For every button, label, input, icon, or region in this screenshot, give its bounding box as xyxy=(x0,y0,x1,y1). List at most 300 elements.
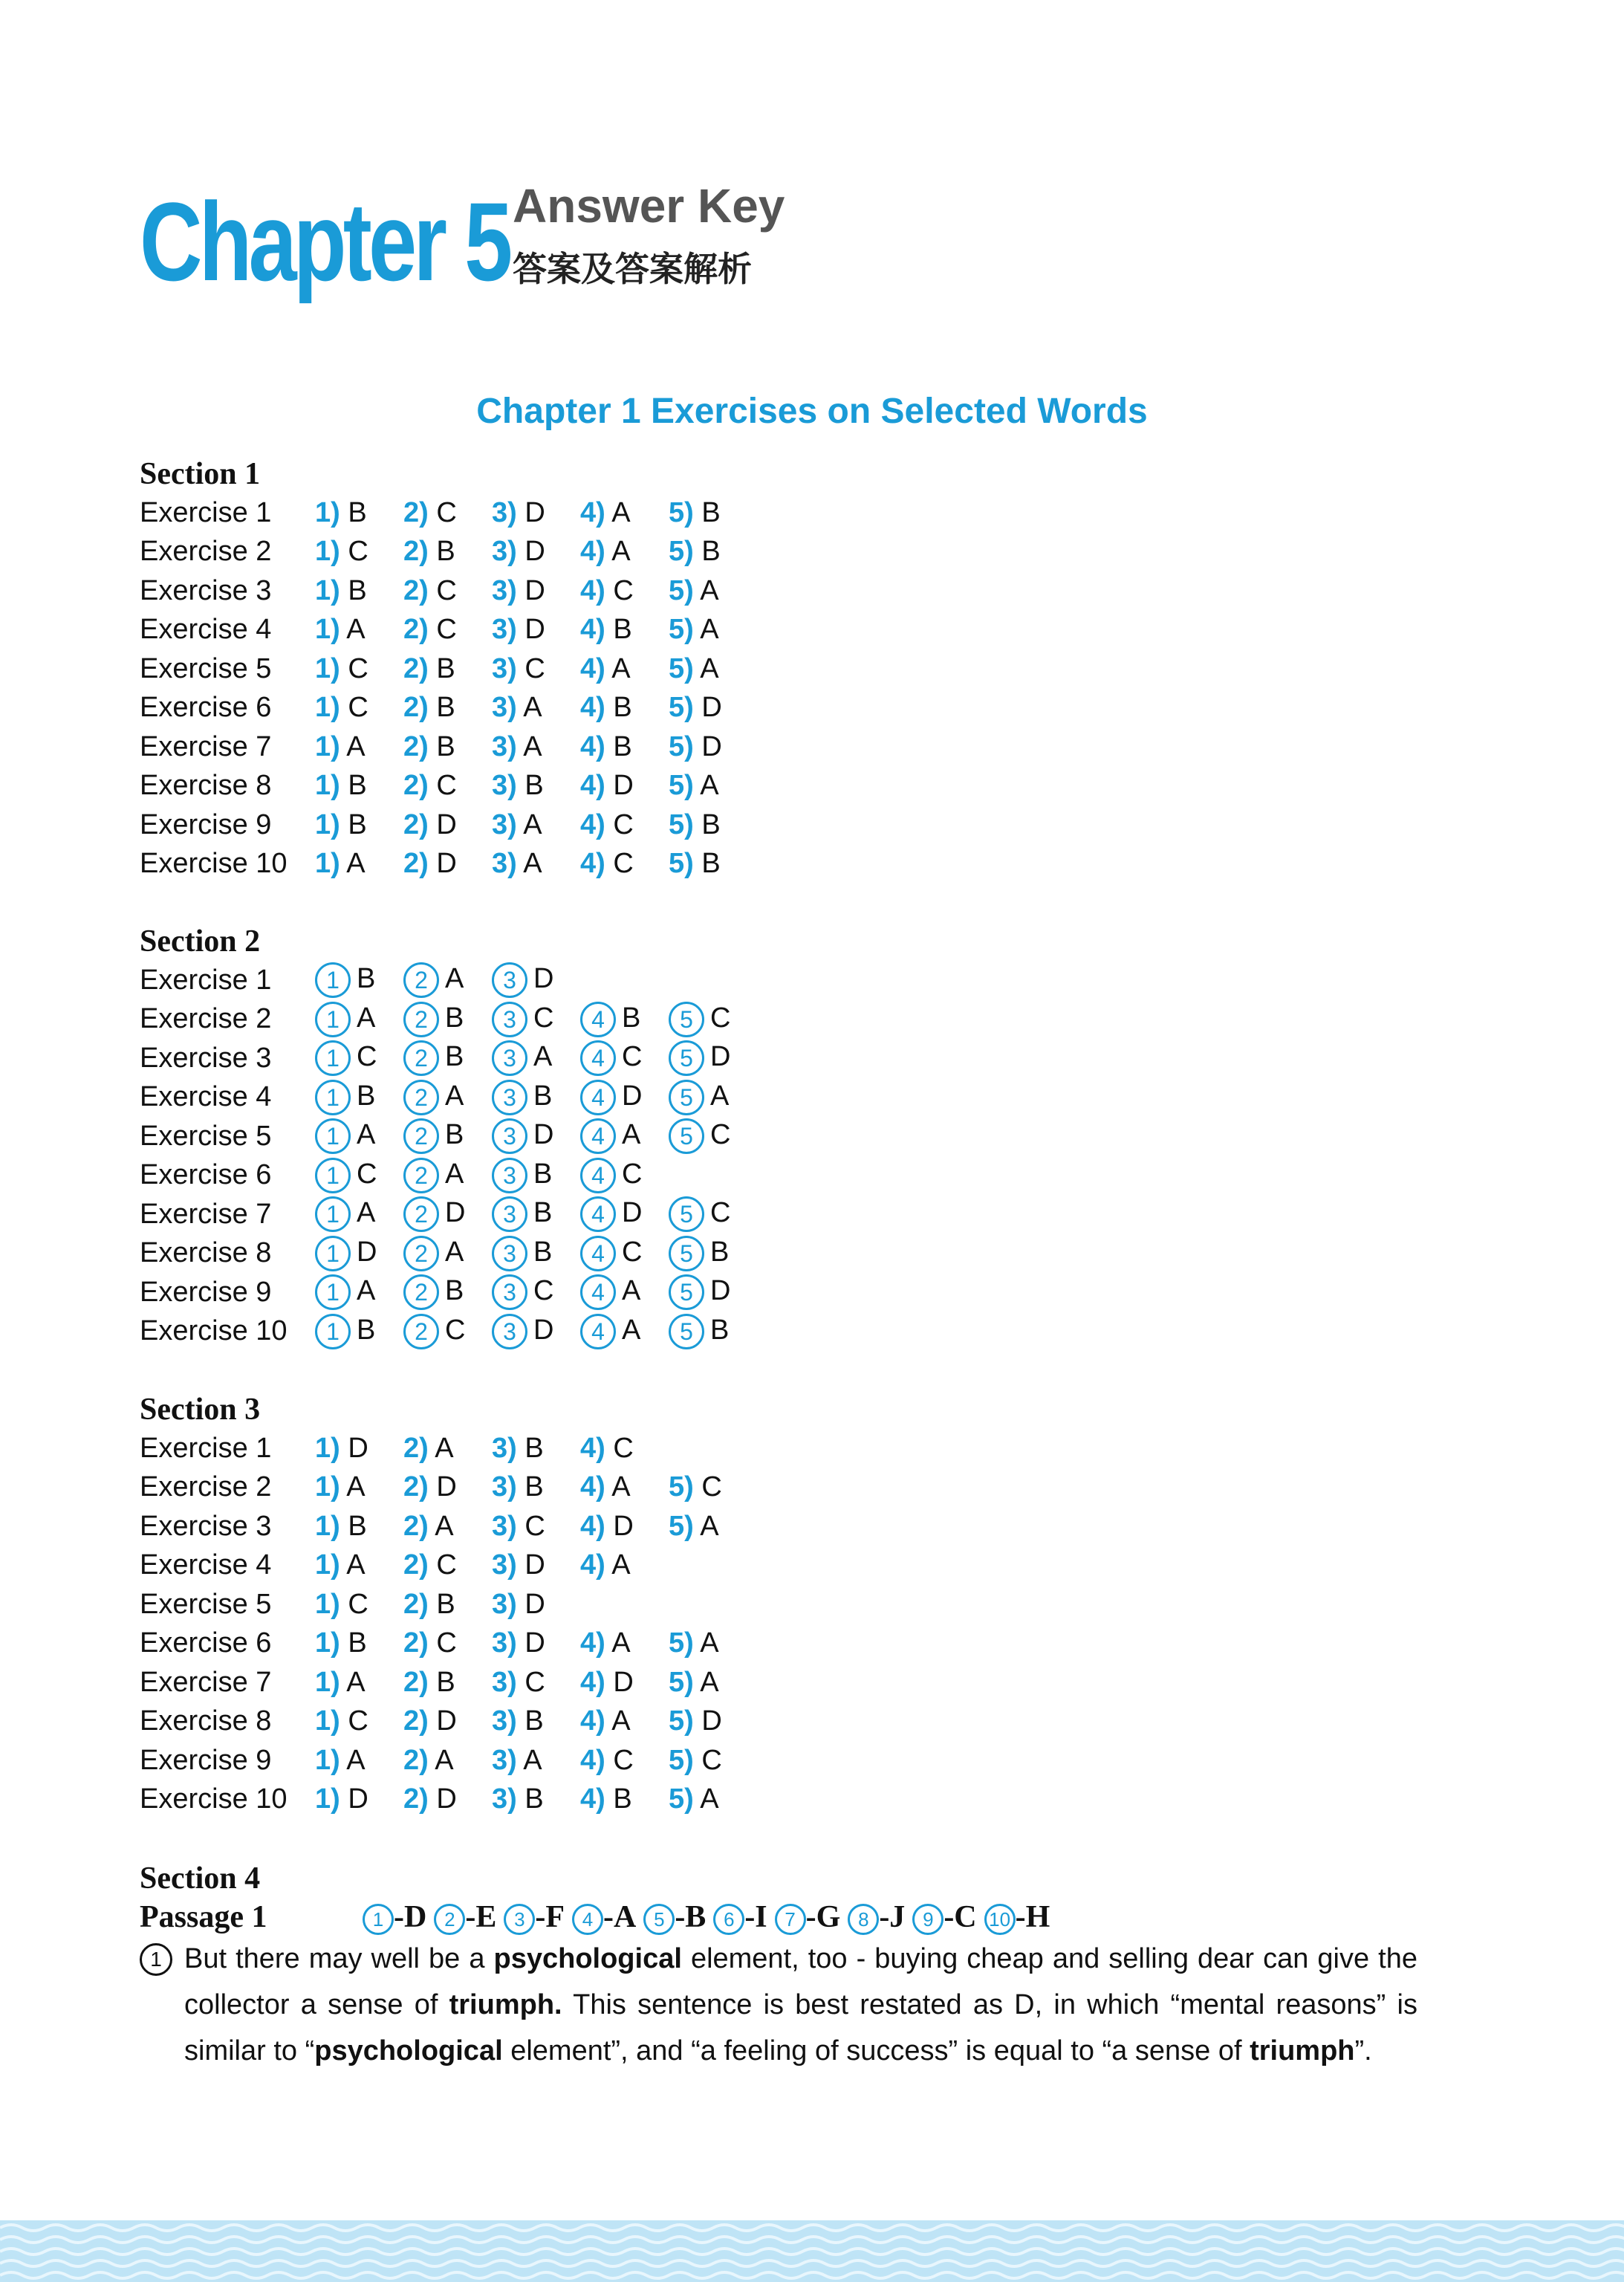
answer-cell xyxy=(315,1274,403,1310)
answer-letter: A xyxy=(700,574,719,606)
answer-cell xyxy=(669,848,757,880)
exercise-label: Exercise 6 xyxy=(140,1159,272,1191)
answer-letter: A xyxy=(611,1471,631,1503)
answer-letter: D xyxy=(701,730,722,762)
question-number: 4) xyxy=(580,614,605,646)
question-number: 2) xyxy=(403,496,429,528)
question-number: 1) xyxy=(315,808,340,840)
answer-cell xyxy=(580,1667,669,1699)
answer-letter: D xyxy=(524,1549,545,1581)
question-number-circle: 3 xyxy=(492,1118,527,1154)
exercise-label: Exercise 8 xyxy=(140,1705,272,1737)
answer-cell xyxy=(669,1667,757,1699)
answer-cell xyxy=(403,1274,492,1310)
question-number-circle: 4 xyxy=(580,1040,616,1076)
exercise-label: Exercise 4 xyxy=(140,614,272,646)
question-number-circle: 1 xyxy=(315,1314,351,1349)
answer-cell xyxy=(669,1783,757,1815)
answer-cell xyxy=(580,1745,669,1777)
answer-cell xyxy=(403,497,492,529)
answer-letter: B xyxy=(436,1666,455,1698)
question-number-circle: 2 xyxy=(403,1040,439,1076)
answer-letter: A xyxy=(346,730,366,762)
answer-cell xyxy=(403,1511,492,1543)
answer-cell xyxy=(580,1549,669,1581)
exercise-label: Exercise 8 xyxy=(140,1237,272,1269)
answer-letter: A xyxy=(523,1744,542,1776)
answer-cell xyxy=(492,1511,580,1543)
question-number: 4) xyxy=(580,496,605,528)
answer-letter: D xyxy=(436,808,457,840)
body-text: This sentence is best restated as D, in which “mental reasons” is similar to “ xyxy=(184,1989,1417,2067)
answer-cell xyxy=(492,1196,580,1232)
question-number: 3) xyxy=(492,496,517,528)
question-number-circle: 6 xyxy=(713,1904,744,1935)
answer-cell xyxy=(580,1433,669,1465)
answer-letter: D xyxy=(533,1314,554,1346)
answer-letter: A xyxy=(700,652,719,684)
exercise-row xyxy=(140,805,757,845)
answer-letter: B xyxy=(613,730,632,762)
question-number: 5) xyxy=(669,496,694,528)
answer-letter: B xyxy=(436,652,455,684)
answer-cell xyxy=(403,962,492,998)
question-number-circle: 5 xyxy=(669,1236,704,1271)
answer-cell xyxy=(580,848,669,880)
exercise-label: Exercise 2 xyxy=(140,1471,272,1503)
answer-cell xyxy=(315,1080,403,1115)
answer-letter: D xyxy=(613,1666,634,1698)
emphasis-text: psychological xyxy=(314,2035,503,2067)
question-number-circle: 1 xyxy=(315,1002,351,1037)
answer-letter: B xyxy=(533,1158,553,1190)
question-number-circle: 1 xyxy=(363,1904,394,1935)
answer-cell xyxy=(315,848,403,880)
question-number: 3) xyxy=(492,1432,517,1464)
question-number: 5) xyxy=(669,1744,694,1776)
question-number: 4) xyxy=(580,848,605,880)
exercise-row xyxy=(140,1156,757,1196)
question-number-circle: 5 xyxy=(669,1118,704,1154)
answer-letter: A xyxy=(523,808,542,840)
question-number: 5) xyxy=(669,574,694,606)
answer-cell xyxy=(669,1511,757,1543)
question-number-circle: 3 xyxy=(504,1904,535,1935)
explanation-text xyxy=(184,1936,1417,2074)
answer-cell xyxy=(403,1040,492,1076)
answer-letter: A xyxy=(435,1510,454,1542)
passage-answer xyxy=(713,1900,767,1934)
passage-answer xyxy=(643,1900,706,1934)
answer-letter: B xyxy=(710,1236,730,1268)
answer-cell xyxy=(403,1745,492,1777)
question-number: 5) xyxy=(669,614,694,646)
answer-letter: B xyxy=(613,692,632,724)
question-number: 3) xyxy=(492,730,517,762)
exercise-row xyxy=(140,533,757,572)
question-number-circle: 3 xyxy=(492,1080,527,1115)
answer-cell xyxy=(669,1118,757,1154)
answer-letter: B xyxy=(348,1510,367,1542)
answer-cell xyxy=(315,1627,403,1659)
question-number: 1) xyxy=(315,574,340,606)
passage-label: Passage 1 xyxy=(140,1900,267,1934)
question-number: 3) xyxy=(492,1705,517,1737)
explanation-paragraph xyxy=(140,1936,1417,2074)
answer-cell xyxy=(580,809,669,841)
question-number: 5) xyxy=(669,730,694,762)
emphasis-text: psychological xyxy=(493,1943,682,1974)
question-number: 3) xyxy=(492,1588,517,1620)
exercise-row xyxy=(140,1585,757,1624)
exercise-row xyxy=(140,1507,757,1546)
question-number: 2) xyxy=(403,1627,429,1659)
question-number-circle: 10 xyxy=(984,1904,1016,1935)
answer-cell xyxy=(492,1274,580,1310)
answer-letter: D xyxy=(613,770,634,802)
answer-letter: -F xyxy=(535,1899,565,1934)
answer-cell xyxy=(403,1433,492,1465)
answer-letter: A xyxy=(346,848,366,880)
exercise-label: Exercise 7 xyxy=(140,1198,272,1230)
question-number: 3) xyxy=(492,1666,517,1698)
answer-letter: A xyxy=(622,1275,641,1307)
answer-cell xyxy=(580,1705,669,1737)
question-number: 3) xyxy=(492,1510,517,1542)
question-number: 2) xyxy=(403,536,429,568)
answer-letter: B xyxy=(524,1432,544,1464)
question-number: 1) xyxy=(315,1510,340,1542)
question-number: 4) xyxy=(580,1471,605,1503)
answer-letter: C xyxy=(701,1744,722,1776)
section-4 xyxy=(140,1859,1057,1936)
answer-letter: C xyxy=(357,1158,377,1190)
answer-cell xyxy=(492,1433,580,1465)
answer-letter: A xyxy=(445,1080,464,1112)
answer-cell xyxy=(492,1118,580,1154)
answer-cell xyxy=(669,497,757,529)
exercise-label: Exercise 10 xyxy=(140,1783,288,1815)
answer-letter: A xyxy=(533,1041,553,1073)
passage-answer xyxy=(572,1900,636,1934)
exercise-label: Exercise 1 xyxy=(140,496,272,528)
answer-letter: B xyxy=(348,808,367,840)
answer-cell xyxy=(580,497,669,529)
question-number: 2) xyxy=(403,1588,429,1620)
answer-cell xyxy=(315,770,403,802)
question-number: 3) xyxy=(492,574,517,606)
exercise-row xyxy=(140,961,757,1000)
question-number: 1) xyxy=(315,652,340,684)
exercise-label: Exercise 2 xyxy=(140,536,272,568)
question-number-circle: 4 xyxy=(580,1002,616,1037)
question-number-circle: 1 xyxy=(315,1196,351,1232)
exercise-row xyxy=(140,767,757,806)
answer-cell xyxy=(403,848,492,880)
answer-letter: B xyxy=(436,692,455,724)
answer-cell xyxy=(492,575,580,607)
answer-cell xyxy=(403,1549,492,1581)
exercise-label: Exercise 3 xyxy=(140,1510,272,1542)
question-number-circle: 5 xyxy=(643,1904,675,1935)
answer-letter: B xyxy=(533,1197,553,1229)
section-title: Section 3 xyxy=(140,1393,261,1427)
question-number: 3) xyxy=(492,1627,517,1659)
answer-cell xyxy=(403,1783,492,1815)
answer-cell xyxy=(403,1471,492,1503)
answer-cell xyxy=(315,1589,403,1621)
answer-cell xyxy=(492,1002,580,1037)
section-title: Section 1 xyxy=(140,457,261,491)
answer-cell xyxy=(492,962,580,998)
answer-letter: C xyxy=(613,848,634,880)
question-number-circle: 2 xyxy=(403,1118,439,1154)
section-title: Section 4 xyxy=(140,1861,261,1896)
answer-cell xyxy=(315,1158,403,1193)
passage-answer xyxy=(363,1900,426,1934)
answer-cell xyxy=(403,575,492,607)
answer-cell xyxy=(492,1667,580,1699)
question-number: 5) xyxy=(669,808,694,840)
answer-letter: C xyxy=(348,692,368,724)
answer-letter: A xyxy=(700,1783,719,1815)
answer-cell xyxy=(492,1783,580,1815)
answer-letter: C xyxy=(622,1158,643,1190)
answer-cell xyxy=(669,1314,757,1349)
answer-cell xyxy=(492,1040,580,1076)
answer-cell xyxy=(492,770,580,802)
exercise-row xyxy=(140,1039,757,1078)
answer-cell xyxy=(669,1274,757,1310)
question-number-circle: 5 xyxy=(669,1274,704,1310)
answer-cell xyxy=(669,1627,757,1659)
answer-letter: A xyxy=(523,692,542,724)
question-number-circle: 5 xyxy=(669,1040,704,1076)
answer-letter: B xyxy=(533,1236,553,1268)
question-number: 1) xyxy=(315,1705,340,1737)
answer-letter: D xyxy=(524,496,545,528)
document-heading: Chapter 1 Exercises on Selected Words xyxy=(476,392,1148,431)
answer-letter: C xyxy=(348,536,368,568)
question-number: 1) xyxy=(315,730,340,762)
answer-letter: D xyxy=(445,1197,466,1229)
answer-letter: D xyxy=(524,1588,545,1620)
exercise-row xyxy=(140,1624,757,1664)
question-number: 4) xyxy=(580,1705,605,1737)
answer-letter: -I xyxy=(744,1899,767,1934)
exercise-row xyxy=(140,689,757,728)
answer-letter: B xyxy=(348,574,367,606)
passage-answers xyxy=(363,1899,1057,1935)
answer-letter: B xyxy=(701,496,721,528)
answer-letter: D xyxy=(348,1432,368,1464)
passage-answer xyxy=(434,1900,496,1934)
answer-letter: C xyxy=(436,770,457,802)
answer-letter: C xyxy=(436,574,457,606)
answer-cell xyxy=(315,653,403,685)
question-number-circle: 8 xyxy=(848,1904,879,1935)
exercise-label: Exercise 6 xyxy=(140,692,272,724)
answer-cell xyxy=(315,692,403,724)
exercise-label: Exercise 1 xyxy=(140,964,272,996)
question-number: 3) xyxy=(492,848,517,880)
answer-cell xyxy=(315,536,403,568)
exercise-label: Exercise 10 xyxy=(140,1315,288,1347)
answer-rows xyxy=(140,1429,757,1819)
answer-letter: D xyxy=(357,1236,377,1268)
question-number: 1) xyxy=(315,1588,340,1620)
question-number: 3) xyxy=(492,1783,517,1815)
answer-letter: C xyxy=(436,614,457,646)
answer-letter: A xyxy=(523,730,542,762)
answer-letter: B xyxy=(436,1588,455,1620)
answer-cell xyxy=(580,1196,669,1232)
answer-cell xyxy=(315,1783,403,1815)
answer-letter: D xyxy=(436,1471,457,1503)
exercise-label: Exercise 8 xyxy=(140,770,272,802)
answer-cell xyxy=(492,653,580,685)
answer-letter: C xyxy=(622,1236,643,1268)
answer-letter: D xyxy=(710,1275,731,1307)
answer-cell xyxy=(580,614,669,646)
question-number-circle: 3 xyxy=(492,1158,527,1193)
body-text: ”. xyxy=(1354,2035,1372,2067)
exercise-row xyxy=(140,1078,757,1118)
question-number-circle: 3 xyxy=(492,1196,527,1232)
answer-cell xyxy=(403,1236,492,1271)
question-number-circle: 1 xyxy=(315,962,351,998)
question-number-circle: 1 xyxy=(315,1236,351,1271)
question-number: 1) xyxy=(315,1666,340,1698)
exercise-label: Exercise 2 xyxy=(140,1003,272,1035)
exercise-row xyxy=(140,571,757,611)
question-number: 4) xyxy=(580,730,605,762)
answer-letter: A xyxy=(435,1744,454,1776)
passage-answer xyxy=(504,1900,565,1934)
answer-cell xyxy=(580,1118,669,1154)
answer-letter: A xyxy=(700,614,719,646)
question-number: 2) xyxy=(403,692,429,724)
answer-letter: A xyxy=(611,652,631,684)
question-number: 5) xyxy=(669,1783,694,1815)
answer-letter: D xyxy=(710,1041,731,1073)
answer-cell xyxy=(492,536,580,568)
answer-cell xyxy=(669,1705,757,1737)
passage-answer xyxy=(984,1900,1050,1934)
exercise-label: Exercise 4 xyxy=(140,1081,272,1113)
question-number-circle: 4 xyxy=(580,1118,616,1154)
answer-letter: C xyxy=(710,1197,731,1229)
answer-cell xyxy=(403,614,492,646)
question-number: 4) xyxy=(580,1432,605,1464)
question-number: 3) xyxy=(492,1471,517,1503)
answer-cell xyxy=(669,614,757,646)
answer-cell xyxy=(580,1511,669,1543)
question-number: 4) xyxy=(580,1744,605,1776)
answer-letter: -B xyxy=(675,1899,707,1934)
answer-letter: D xyxy=(524,1627,545,1659)
answer-letter: B xyxy=(710,1314,730,1346)
answer-cell xyxy=(315,1236,403,1271)
answer-cell xyxy=(669,1080,757,1115)
answer-letter: C xyxy=(348,1705,368,1737)
question-number: 1) xyxy=(315,1549,340,1581)
question-number-circle: 3 xyxy=(492,1314,527,1349)
question-number: 2) xyxy=(403,730,429,762)
answer-letter: C xyxy=(613,808,634,840)
answer-letter: D xyxy=(524,614,545,646)
answer-letter: B xyxy=(357,963,376,995)
question-number: 4) xyxy=(580,808,605,840)
answer-cell xyxy=(315,1511,403,1543)
answer-cell xyxy=(492,1471,580,1503)
question-number-circle: 3 xyxy=(492,1040,527,1076)
answer-letter: A xyxy=(346,1549,366,1581)
exercise-label: Exercise 5 xyxy=(140,1120,272,1152)
question-number-circle: 5 xyxy=(669,1314,704,1349)
answer-letter: D xyxy=(524,574,545,606)
question-number: 5) xyxy=(669,770,694,802)
answer-letter: A xyxy=(622,1314,641,1346)
question-number: 2) xyxy=(403,1666,429,1698)
answer-cell xyxy=(669,770,757,802)
answer-cell xyxy=(315,1705,403,1737)
answer-letter: D xyxy=(533,1119,554,1151)
answer-cell xyxy=(315,809,403,841)
answer-letter: C xyxy=(348,652,368,684)
question-number: 1) xyxy=(315,1432,340,1464)
answer-cell xyxy=(669,731,757,763)
question-number-circle: 4 xyxy=(580,1314,616,1349)
answer-letter: A xyxy=(346,1471,366,1503)
answer-cell xyxy=(492,1549,580,1581)
answer-cell xyxy=(580,1158,669,1193)
question-number: 1) xyxy=(315,848,340,880)
exercise-row xyxy=(140,845,757,884)
answer-cell xyxy=(315,575,403,607)
question-number: 1) xyxy=(315,614,340,646)
answer-cell xyxy=(580,653,669,685)
answer-cell xyxy=(492,1314,580,1349)
answer-cell xyxy=(580,770,669,802)
body-text: element”, and “a feeling of success” is equal to “a sense of xyxy=(502,2035,1250,2067)
answer-letter: B xyxy=(348,1627,367,1659)
answer-letter: A xyxy=(346,1666,366,1698)
answer-cell xyxy=(403,536,492,568)
answer-letter: B xyxy=(357,1314,376,1346)
question-number: 4) xyxy=(580,770,605,802)
question-number: 2) xyxy=(403,808,429,840)
answer-letter: A xyxy=(357,1275,376,1307)
exercise-row xyxy=(140,649,757,689)
answer-cell xyxy=(580,1040,669,1076)
answer-letter: A xyxy=(523,848,542,880)
question-number: 4) xyxy=(580,652,605,684)
question-number-circle: 7 xyxy=(775,1904,806,1935)
answer-letter: A xyxy=(700,1510,719,1542)
question-number-circle: 3 xyxy=(492,962,527,998)
body-text: But there may well be a xyxy=(184,1943,494,1974)
answer-letter: A xyxy=(710,1080,730,1112)
exercise-label: Exercise 7 xyxy=(140,730,272,762)
answer-letter: B xyxy=(524,1783,544,1815)
answer-letter: A xyxy=(611,536,631,568)
emphasis-text: triumph. xyxy=(449,1989,562,2020)
answer-cell xyxy=(315,1433,403,1465)
question-number: 5) xyxy=(669,1627,694,1659)
answer-letter: A xyxy=(357,1002,376,1034)
exercise-row xyxy=(140,1468,757,1508)
